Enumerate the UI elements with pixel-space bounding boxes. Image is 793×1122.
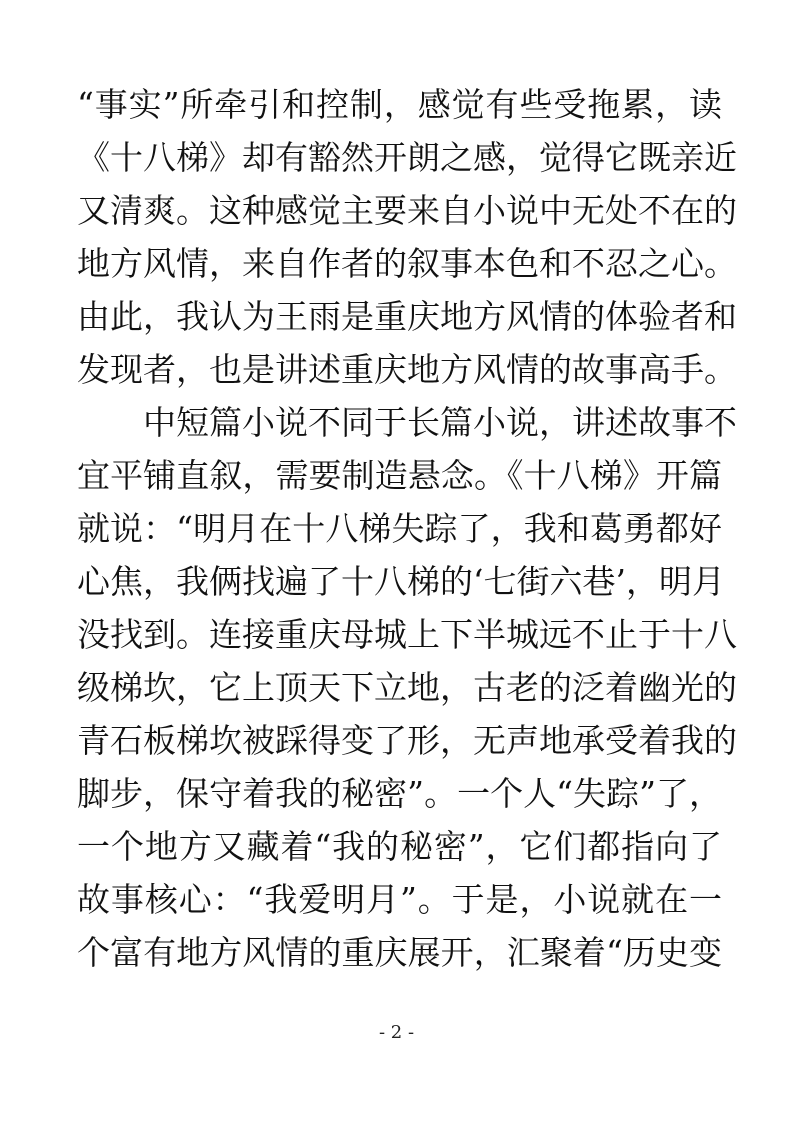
text-line: 中短篇小说不同于长篇小说，讲述故事不 (143, 403, 737, 442)
text-line: 故事核心：“我爱明月”。于是，小说就在一 (77, 880, 722, 919)
text-line: 一个地方又藏着“我的秘密”，它们都指向了 (77, 827, 722, 866)
paragraph-1 (77, 78, 737, 396)
text-line: 地方风情，来自作者的叙事本色和不忍之心。 (77, 244, 737, 283)
text-line: 《十八梯》却有豁然开朗之感，觉得它既亲近 (77, 138, 737, 177)
text-line: 级梯坎，它上顶天下立地，古老的泛着幽光的 (77, 668, 737, 707)
text-line: 青石板梯坎被踩得变了形，无声地承受着我的 (77, 721, 737, 760)
body-text (77, 78, 737, 979)
text-line: 就说：“明月在十八梯失踪了，我和葛勇都好 (77, 509, 722, 548)
text-line: 心焦，我俩找遍了十八梯的‘七街六巷’，明月 (77, 562, 725, 601)
text-line: 脚步，保守着我的秘密”。一个人“失踪”了， (77, 774, 722, 813)
page-number: - 2 - (378, 1022, 415, 1043)
text-line: 没找到。连接重庆母城上下半城远不止于十八 (77, 615, 737, 654)
text-line: 又清爽。这种感觉主要来自小说中无处不在的 (77, 191, 737, 230)
text-line: “事实”所牵引和控制，感觉有些受拖累，读 (77, 85, 722, 124)
text-line: 个富有地方风情的重庆展开，汇聚着“历史变 (77, 933, 722, 972)
paragraph-2 (77, 396, 737, 979)
text-line: 发现者，也是讲述重庆地方风情的故事高手。 (77, 350, 737, 389)
text-line: 宜平铺直叙，需要制造悬念。《十八梯》开篇 (77, 456, 722, 495)
text-line: 由此，我认为王雨是重庆地方风情的体验者和 (77, 297, 737, 336)
